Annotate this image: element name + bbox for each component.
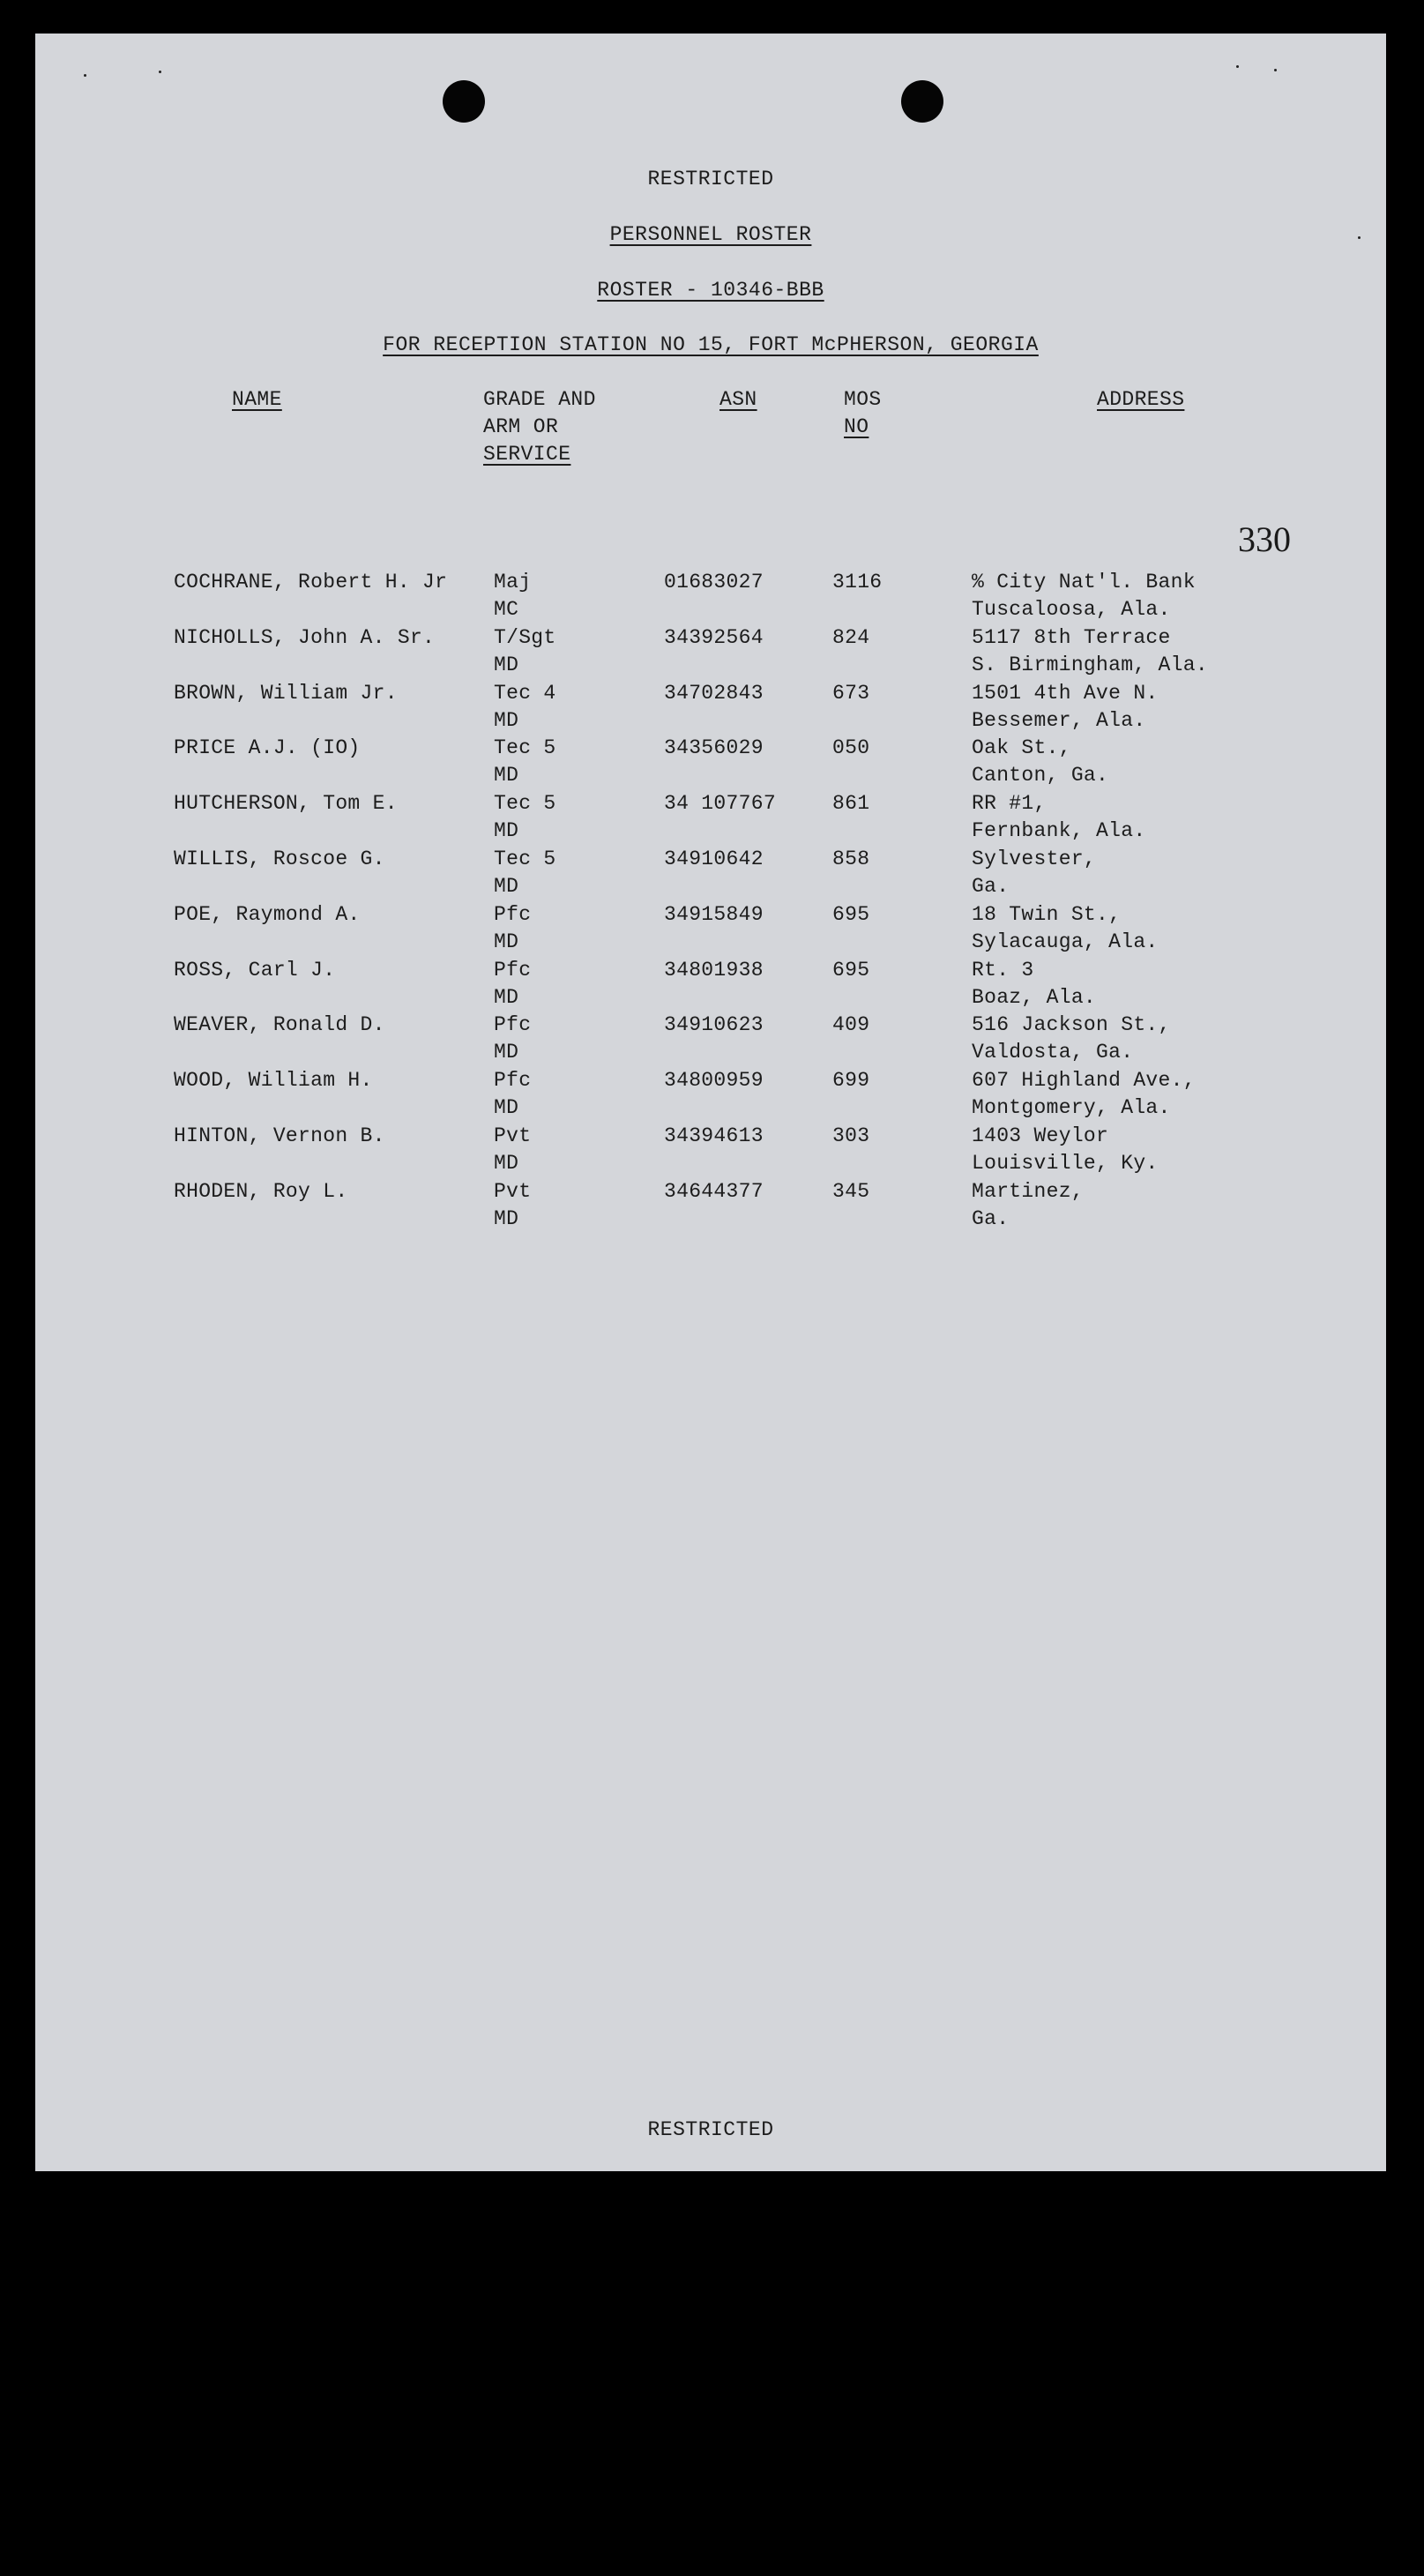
roster-id: ROSTER - 10346-BBB (597, 279, 824, 302)
mos-number: 824 (832, 625, 870, 649)
address-line: Montgomery, Ala. (972, 1096, 1171, 1120)
mos-number: 695 (832, 958, 870, 982)
address-line: Canton, Ga. (972, 764, 1109, 788)
soldier-name: RHODEN, Roy L. (174, 1179, 348, 1203)
address-cell (972, 680, 1159, 735)
address-line: Oak St., (972, 736, 1071, 760)
punch-hole (901, 80, 943, 123)
address-line: Sylacauga, Ala. (972, 930, 1159, 953)
asn: 34 107767 (664, 792, 776, 816)
soldier-name: WOOD, William H. (174, 1069, 373, 1093)
grade-cell (494, 569, 531, 623)
address-line: Tuscaloosa, Ala. (972, 598, 1171, 621)
table-row (35, 1067, 1386, 1123)
table-row (35, 901, 1386, 957)
table-row (35, 790, 1386, 846)
soldier-name: POE, Raymond A. (174, 902, 361, 926)
table-row (35, 624, 1386, 680)
address-cell (972, 735, 1108, 789)
address-line: 1501 4th Ave N. (972, 681, 1159, 705)
address-line: % City Nat'l. Bank (972, 571, 1196, 594)
dust-speck (1236, 65, 1239, 68)
address-cell (972, 846, 1096, 900)
soldier-name: ROSS, Carl J. (174, 958, 336, 982)
grade: Pvt (494, 1179, 532, 1203)
address-line: Valdosta, Ga. (972, 1041, 1134, 1064)
grade-cell (494, 680, 556, 735)
asn: 34800959 (664, 1069, 764, 1093)
column-header-name: NAME (232, 388, 282, 411)
mos-number: 699 (832, 1069, 870, 1093)
asn: 34801938 (664, 958, 764, 982)
address-line: Bessemer, Ala. (972, 708, 1146, 732)
grade: Tec 5 (494, 847, 556, 870)
table-row (35, 1178, 1386, 1234)
asn: 01683027 (664, 571, 764, 594)
soldier-name: HUTCHERSON, Tom E. (174, 792, 398, 816)
service: MD (494, 764, 519, 788)
service: MD (494, 708, 519, 732)
page-stamp: 330 (1238, 519, 1291, 559)
footer-restricted: RESTRICTED (647, 2118, 774, 2141)
address-line: 607 Highland Ave., (972, 1069, 1196, 1093)
service: MD (494, 653, 519, 676)
grade: Pfc (494, 958, 532, 982)
soldier-name: NICHOLLS, John A. Sr. (174, 625, 436, 649)
mos-number: 345 (832, 1179, 870, 1203)
header-restricted: RESTRICTED (647, 168, 774, 190)
service: MD (494, 819, 519, 843)
address-cell (972, 1012, 1171, 1066)
address-line: S. Birmingham, Ala. (972, 653, 1208, 676)
grade-cell (494, 735, 556, 789)
column-header-mos (844, 386, 882, 441)
grade: Pvt (494, 1124, 532, 1147)
address-line: Ga. (972, 1206, 1010, 1230)
soldier-name: WEAVER, Ronald D. (174, 1013, 385, 1037)
service: MD (494, 875, 519, 898)
soldier-name: COCHRANE, Robert H. Jr (174, 571, 448, 594)
address-line: 18 Twin St., (972, 902, 1122, 926)
address-line: Martinez, (972, 1179, 1084, 1203)
column-header-address: ADDRESS (1097, 388, 1185, 411)
dust-speck (1274, 69, 1277, 71)
soldier-name: PRICE A.J. (IO) (174, 736, 361, 760)
service: MD (494, 1041, 519, 1064)
table-row (35, 1123, 1386, 1178)
service: MC (494, 598, 519, 621)
grade-cell (494, 1178, 531, 1233)
address-line: Rt. 3 (972, 958, 1034, 982)
mos-header-line: NO (844, 415, 869, 438)
address-cell (972, 957, 1096, 1012)
address-cell (972, 624, 1208, 679)
dust-speck (84, 74, 86, 77)
grade: Maj (494, 571, 532, 594)
soldier-name: HINTON, Vernon B. (174, 1124, 385, 1147)
dust-speck (159, 71, 161, 73)
punch-hole (443, 80, 485, 123)
column-header-asn: ASN (719, 388, 757, 411)
grade: Pfc (494, 1013, 532, 1037)
address-cell (972, 1178, 1084, 1233)
address-cell (972, 1123, 1159, 1177)
grade-header-line: ARM OR (483, 415, 559, 438)
asn: 34702843 (664, 681, 764, 705)
soldier-name: BROWN, William Jr. (174, 681, 398, 705)
grade-cell (494, 1067, 531, 1122)
address-cell (972, 901, 1159, 956)
grade-cell (494, 624, 556, 679)
grade-cell (494, 901, 531, 956)
table-row (35, 680, 1386, 735)
asn: 34644377 (664, 1179, 764, 1203)
grade: Tec 5 (494, 736, 556, 760)
mos-header-line: MOS (844, 388, 882, 411)
grade: Tec 5 (494, 792, 556, 816)
service: MD (494, 1152, 519, 1175)
grade: T/Sgt (494, 625, 556, 649)
address-line: 516 Jackson St., (972, 1013, 1171, 1037)
address-cell (972, 569, 1196, 623)
asn: 34392564 (664, 625, 764, 649)
grade: Tec 4 (494, 681, 556, 705)
service: MD (494, 1206, 519, 1230)
table-row (35, 569, 1386, 624)
grade-cell (494, 846, 556, 900)
soldier-name: WILLIS, Roscoe G. (174, 847, 385, 870)
mos-number: 409 (832, 1013, 870, 1037)
column-header-grade (483, 386, 596, 468)
station-line: FOR RECEPTION STATION NO 15, FORT McPHERSON, GEORGIA (383, 333, 1039, 356)
table-row (35, 957, 1386, 1012)
grade: Pfc (494, 902, 532, 926)
mos-number: 303 (832, 1124, 870, 1147)
mos-number: 861 (832, 792, 870, 816)
grade-header-line: SERVICE (483, 443, 571, 466)
mos-number: 050 (832, 736, 870, 760)
grade-cell (494, 957, 531, 1012)
grade-cell (494, 790, 556, 845)
grade-header-line: GRADE AND (483, 388, 596, 411)
address-line: RR #1, (972, 792, 1047, 816)
asn: 34910623 (664, 1013, 764, 1037)
table-row (35, 846, 1386, 901)
asn: 34915849 (664, 902, 764, 926)
grade-cell (494, 1123, 531, 1177)
asn: 34910642 (664, 847, 764, 870)
mos-number: 3116 (832, 571, 883, 594)
mos-number: 858 (832, 847, 870, 870)
address-line: Sylvester, (972, 847, 1097, 870)
address-line: Ga. (972, 875, 1010, 898)
address-line: 1403 Weylor (972, 1124, 1109, 1147)
table-row (35, 1012, 1386, 1067)
address-line: Louisville, Ky. (972, 1152, 1159, 1175)
mos-number: 695 (832, 902, 870, 926)
asn: 34394613 (664, 1124, 764, 1147)
document-title: PERSONNEL ROSTER (609, 223, 812, 246)
roster-page (35, 34, 1386, 2171)
grade: Pfc (494, 1069, 532, 1093)
service: MD (494, 1096, 519, 1120)
grade-cell (494, 1012, 531, 1066)
table-row (35, 735, 1386, 790)
service: MD (494, 985, 519, 1009)
service: MD (494, 930, 519, 953)
address-cell (972, 1067, 1196, 1122)
address-line: 5117 8th Terrace (972, 625, 1171, 649)
address-line: Boaz, Ala. (972, 985, 1097, 1009)
address-line: Fernbank, Ala. (972, 819, 1146, 843)
address-cell (972, 790, 1145, 845)
asn: 34356029 (664, 736, 764, 760)
mos-number: 673 (832, 681, 870, 705)
